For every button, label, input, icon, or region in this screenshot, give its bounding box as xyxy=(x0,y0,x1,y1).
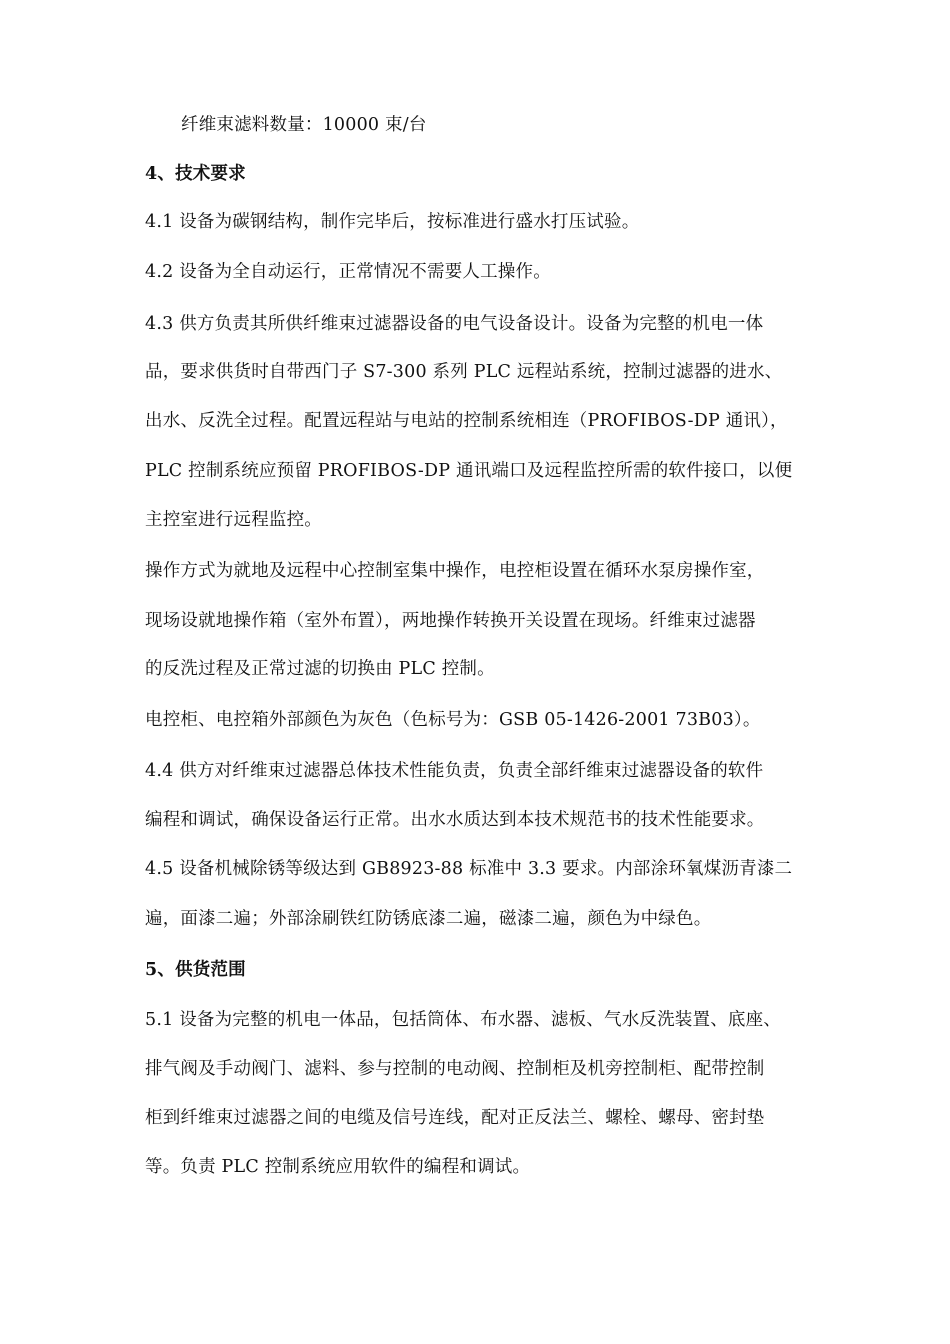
item-4-4-line-1: 4.4 供方对纤维束过滤器总体技术性能负责，负责全部纤维束过滤器设备的软件 xyxy=(145,761,764,781)
section-4-heading: 4、技术要求 xyxy=(145,164,246,184)
item-4-2: 4.2 设备为全自动运行，正常情况不需要人工操作。 xyxy=(145,262,551,282)
item-4-1: 4.1 设备为碳钢结构，制作完毕后，按标准进行盛水打压试验。 xyxy=(145,212,640,232)
item-4-3-line-1: 4.3 供方负责其所供纤维束过滤器设备的电气设备设计。设备为完整的机电一体 xyxy=(145,314,764,334)
item-4-3-line-5: 主控室进行远程监控。 xyxy=(145,510,322,530)
operation-mode-line-1: 操作方式为就地及远程中心控制室集中操作，电控柜设置在循环水泵房操作室， xyxy=(145,561,765,581)
operation-mode-line-3: 的反洗过程及正常过滤的切换由 PLC 控制。 xyxy=(145,659,495,679)
item-5-1-line-4: 等。负责 PLC 控制系统应用软件的编程和调试。 xyxy=(145,1157,531,1177)
operation-mode-line-2: 现场设就地操作箱（室外布置），两地操作转换开关设置在现场。纤维束过滤器 xyxy=(145,611,756,631)
item-5-1-line-2: 排气阀及手动阀门、滤料、参与控制的电动阀、控制柜及机旁控制柜、配带控制 xyxy=(145,1059,765,1079)
item-4-5-line-2: 遍，面漆二遍；外部涂刷铁红防锈底漆二遍，磁漆二遍，颜色为中绿色。 xyxy=(145,909,712,929)
item-5-1-line-3: 柜到纤维束过滤器之间的电缆及信号连线，配对正反法兰、螺栓、螺母、密封垫 xyxy=(145,1108,765,1128)
item-4-3-line-4: PLC 控制系统应预留 PROFIBOS-DP 通讯端口及远程监控所需的软件接口，以便 xyxy=(145,461,793,481)
cabinet-color-line: 电控柜、电控箱外部颜色为灰色（色标号为：GSB 05-1426-2001 73B03）。 xyxy=(145,710,761,730)
item-5-1-line-1: 5.1 设备为完整的机电一体品，包括筒体、布水器、滤板、气水反洗装置、底座、 xyxy=(145,1010,781,1030)
section-5-heading: 5、供货范围 xyxy=(145,960,246,980)
item-4-3-line-2: 品，要求供货时自带西门子 S7-300 系列 PLC 远程站系统，控制过滤器的进水、 xyxy=(145,362,783,382)
item-4-3-line-3: 出水、反洗全过程。配置远程站与电站的控制系统相连（PROFIBOS-DP 通讯）， xyxy=(145,411,788,431)
filter-quantity-line: 纤维束滤料数量：10000 束/台 xyxy=(181,115,427,135)
item-4-5-line-1: 4.5 设备机械除锈等级达到 GB8923-88 标准中 3.3 要求。内部涂环氧煤沥青漆二 xyxy=(145,859,793,879)
item-4-4-line-2: 编程和调试，确保设备运行正常。出水水质达到本技术规范书的技术性能要求。 xyxy=(145,810,765,830)
